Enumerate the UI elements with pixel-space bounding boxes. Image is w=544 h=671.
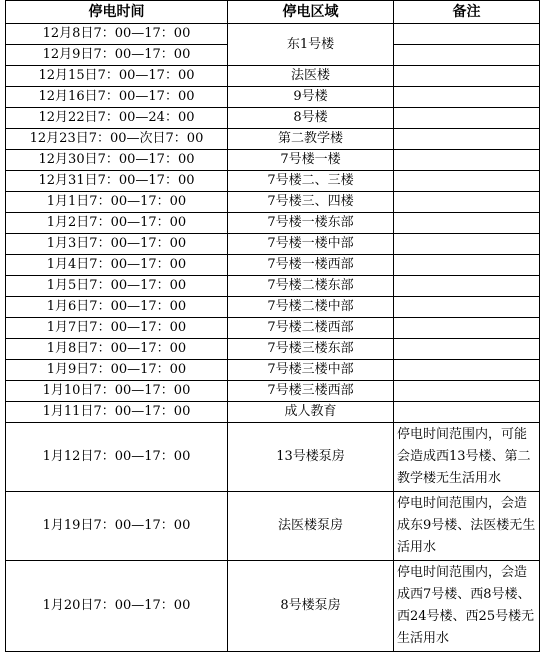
cell-time: 1月1日7：00—17：00 <box>6 192 228 213</box>
cell-note <box>394 129 540 150</box>
cell-note: 停电时间范围内，会造成西7号楼、西8号楼、西24号楼、西25号楼无生活用水 <box>394 561 540 652</box>
cell-time: 12月8日7：00—17：00 <box>6 24 228 45</box>
power-outage-table <box>5 0 540 652</box>
cell-area: 13号楼泵房 <box>228 423 394 492</box>
cell-area: 8号楼泵房 <box>228 561 394 652</box>
header-row <box>6 1 540 24</box>
cell-area: 法医楼泵房 <box>228 492 394 561</box>
cell-time: 12月15日7：00—17：00 <box>6 66 228 87</box>
cell-time: 1月12日7：00—17：00 <box>6 423 228 492</box>
cell-note <box>394 213 540 234</box>
cell-area: 东1号楼 <box>228 24 394 66</box>
cell-area: 7号楼二楼东部 <box>228 276 394 297</box>
cell-area: 7号楼三楼西部 <box>228 381 394 402</box>
table-row <box>6 423 540 492</box>
table-row <box>6 255 540 276</box>
cell-time: 1月7日7：00—17：00 <box>6 318 228 339</box>
cell-time: 1月11日7：00—17：00 <box>6 402 228 423</box>
cell-time: 1月3日7：00—17：00 <box>6 234 228 255</box>
cell-note <box>394 360 540 381</box>
cell-area: 7号楼三、四楼 <box>228 192 394 213</box>
cell-note <box>394 171 540 192</box>
cell-note <box>394 150 540 171</box>
table-row <box>6 276 540 297</box>
cell-area: 7号楼三楼中部 <box>228 360 394 381</box>
table-row <box>6 360 540 381</box>
cell-time: 1月5日7：00—17：00 <box>6 276 228 297</box>
cell-area: 8号楼 <box>228 108 394 129</box>
cell-time: 1月9日7：00—17：00 <box>6 360 228 381</box>
cell-time: 1月2日7：00—17：00 <box>6 213 228 234</box>
cell-note <box>394 402 540 423</box>
table-row <box>6 108 540 129</box>
cell-time: 12月9日7：00—17：00 <box>6 45 228 66</box>
cell-time: 1月19日7：00—17：00 <box>6 492 228 561</box>
cell-time: 1月8日7：00—17：00 <box>6 339 228 360</box>
cell-note <box>394 381 540 402</box>
cell-time: 12月31日7：00—17：00 <box>6 171 228 192</box>
header-time: 停电时间 <box>6 1 228 24</box>
cell-area: 7号楼一楼 <box>228 150 394 171</box>
table-row <box>6 213 540 234</box>
cell-time: 1月4日7：00—17：00 <box>6 255 228 276</box>
cell-area: 7号楼二、三楼 <box>228 171 394 192</box>
table-row <box>6 66 540 87</box>
table-row <box>6 402 540 423</box>
cell-area: 9号楼 <box>228 87 394 108</box>
cell-note <box>394 297 540 318</box>
cell-note <box>394 255 540 276</box>
table-row <box>6 492 540 561</box>
cell-area: 7号楼三楼东部 <box>228 339 394 360</box>
cell-time: 12月23日7：00—次日7：00 <box>6 129 228 150</box>
cell-note <box>394 339 540 360</box>
table-row <box>6 234 540 255</box>
cell-note <box>394 45 540 66</box>
cell-area: 第二教学楼 <box>228 129 394 150</box>
cell-note <box>394 24 540 45</box>
cell-note <box>394 87 540 108</box>
table-row <box>6 129 540 150</box>
table-row <box>6 87 540 108</box>
cell-area: 7号楼一楼中部 <box>228 234 394 255</box>
cell-note <box>394 108 540 129</box>
cell-time: 12月16日7：00—17：00 <box>6 87 228 108</box>
table-row <box>6 318 540 339</box>
table-row <box>6 381 540 402</box>
header-note: 备注 <box>394 1 540 24</box>
cell-note: 停电时间范围内，会造成东9号楼、法医楼无生活用水 <box>394 492 540 561</box>
cell-note: 停电时间范围内，可能会造成西13号楼、第二教学楼无生活用水 <box>394 423 540 492</box>
cell-time: 12月30日7：00—17：00 <box>6 150 228 171</box>
table-row <box>6 339 540 360</box>
cell-note <box>394 66 540 87</box>
table-row <box>6 24 540 45</box>
cell-area: 7号楼二楼中部 <box>228 297 394 318</box>
cell-note <box>394 276 540 297</box>
cell-note <box>394 234 540 255</box>
table-row <box>6 150 540 171</box>
cell-area: 7号楼二楼西部 <box>228 318 394 339</box>
cell-time: 1月10日7：00—17：00 <box>6 381 228 402</box>
cell-time: 1月6日7：00—17：00 <box>6 297 228 318</box>
cell-note <box>394 318 540 339</box>
table-row <box>6 192 540 213</box>
cell-area: 7号楼一楼东部 <box>228 213 394 234</box>
cell-area: 成人教育 <box>228 402 394 423</box>
cell-area: 法医楼 <box>228 66 394 87</box>
cell-note <box>394 192 540 213</box>
table-row <box>6 171 540 192</box>
cell-area: 7号楼一楼西部 <box>228 255 394 276</box>
table-row <box>6 561 540 652</box>
cell-time: 1月20日7：00—17：00 <box>6 561 228 652</box>
table-row <box>6 297 540 318</box>
cell-time: 12月22日7：00—24：00 <box>6 108 228 129</box>
header-area: 停电区域 <box>228 1 394 24</box>
